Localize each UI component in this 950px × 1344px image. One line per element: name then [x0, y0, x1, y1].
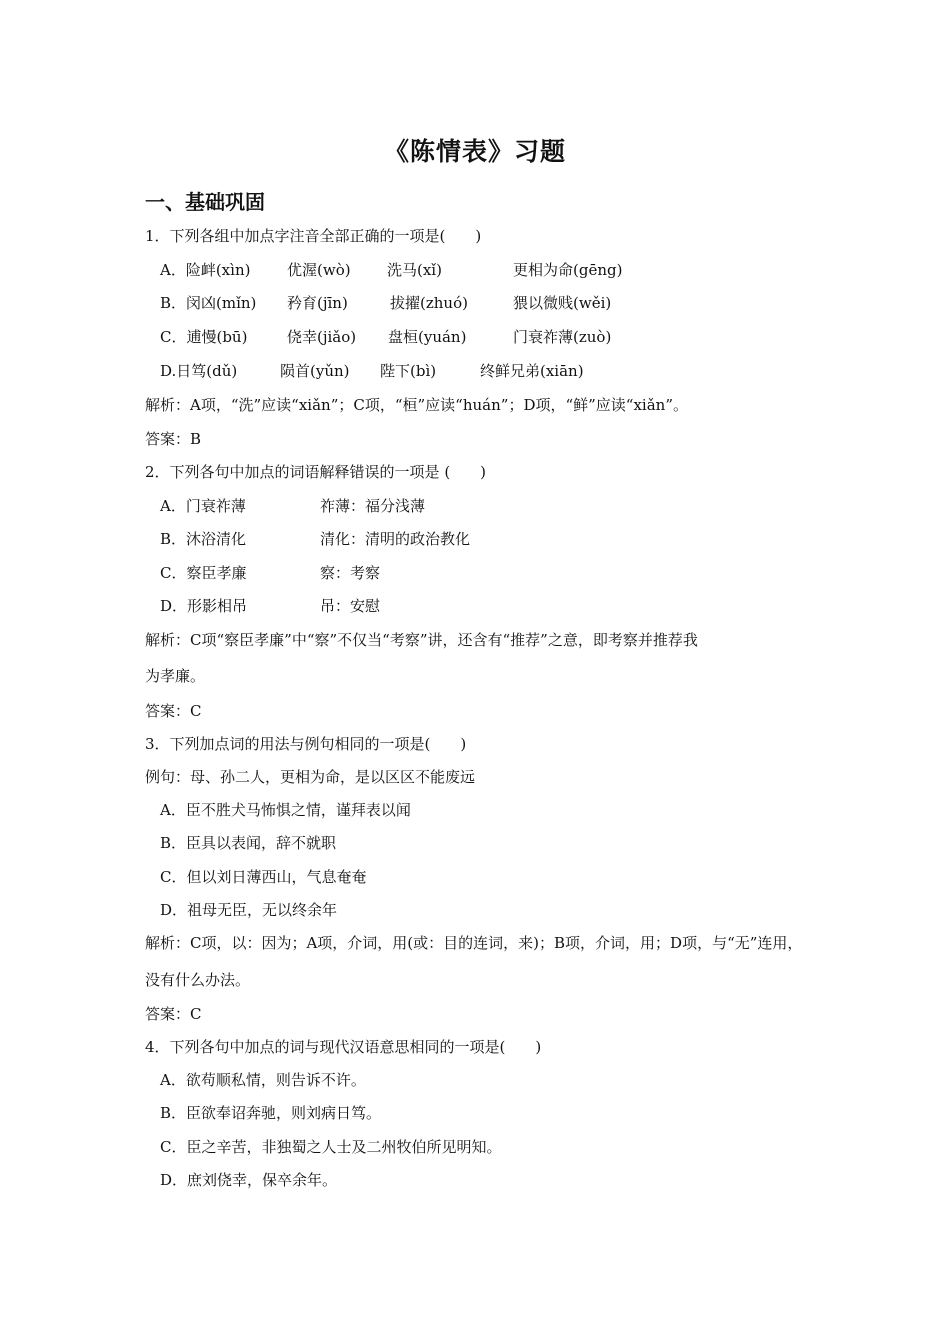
- q1-d-2: 陨首(yǔn): [280, 362, 350, 380]
- q1-a-2: 优渥(wò): [287, 261, 351, 279]
- q1-d-3: 陛下(bì): [380, 362, 437, 380]
- q1-b-2: 矜育(jīn): [287, 294, 348, 312]
- q2-b-term: B．沐浴清化: [160, 530, 247, 548]
- q2-analysis-line1: 解析：C项“察臣孝廉”中“察”不仅当“考察”讲，还含有“推荐”之意，即考察并推荐我: [145, 631, 698, 649]
- q2-d-gloss: 吊：安慰: [320, 597, 381, 615]
- q1-a-3: 洗马(xǐ): [387, 261, 442, 279]
- q3-option-b: B．臣具以表闻，辞不就职: [160, 834, 337, 852]
- q1-d-4: 终鲜兄弟(xiān): [480, 362, 584, 380]
- q1-b-3: 拔擢(zhuó): [390, 294, 468, 312]
- q2-a-gloss: 祚薄：福分浅薄: [320, 497, 426, 515]
- q2-analysis-line2: 为孝廉。: [145, 667, 206, 685]
- section-title: 一、基础巩固: [145, 190, 265, 214]
- q2-a-term: A．门衰祚薄: [160, 497, 246, 515]
- q1-answer: 答案：B: [145, 430, 202, 448]
- page-title: 《陈情表》习题: [383, 137, 566, 166]
- q1-c-2: 侥幸(jiǎo): [287, 328, 357, 346]
- q4-option-c: C．臣之辛苦，非独蜀之人士及二州牧伯所见明知。: [160, 1138, 502, 1156]
- q1-a-1: A．险衅(xìn): [160, 261, 251, 279]
- q3-analysis-line2: 没有什么办法。: [145, 971, 251, 989]
- q1-b-1: B．闵凶(mǐn): [160, 294, 257, 312]
- q4-option-d: D．庶刘侥幸，保卒余年。: [160, 1171, 338, 1189]
- q1-analysis: 解析：A项，“洗”应读“xiǎn”；C项，“桓”应读“huán”；D项，“鲜”应读“xiǎn”。: [145, 396, 689, 414]
- q3-option-a: A．臣不胜犬马怖惧之情，谨拜表以闻: [160, 801, 411, 819]
- q2-c-term: C．察臣孝廉: [160, 564, 247, 582]
- q4-option-b: B．臣欲奉诏奔驰，则刘病日笃。: [160, 1104, 382, 1122]
- q2-c-gloss: 察：考察: [320, 564, 381, 582]
- q1-b-4: 猥以微贱(wěi): [513, 294, 612, 312]
- q2-stem: 2．下列各句中加点的词语解释错误的一项是 ( ): [145, 463, 487, 481]
- q3-answer: 答案：C: [145, 1005, 202, 1023]
- q2-d-term: D．形影相吊: [160, 597, 248, 615]
- q3-option-d: D．祖母无臣，无以终余年: [160, 901, 338, 919]
- q1-c-4: 门衰祚薄(zuò): [513, 328, 612, 346]
- q1-stem: 1．下列各组中加点字注音全部正确的一项是( ): [145, 227, 482, 245]
- q3-stem: 3．下列加点词的用法与例句相同的一项是( ): [145, 735, 467, 753]
- q1-d-1: D.日笃(dǔ): [160, 362, 238, 380]
- q1-a-4: 更相为命(gēng): [513, 261, 623, 279]
- q2-answer: 答案：C: [145, 702, 202, 720]
- q4-option-a: A．欲苟顺私情，则告诉不许。: [160, 1071, 366, 1089]
- q1-c-3: 盘桓(yuán): [388, 328, 467, 346]
- q3-analysis-line1: 解析：C项，以：因为；A项，介词，用(或：目的连词，来)；B项，介词，用；D项，与“无”连用，: [145, 934, 803, 952]
- q3-example: 例句：母、孙二人，更相为命，是以区区不能废远: [145, 768, 476, 786]
- q2-b-gloss: 清化：清明的政治教化: [320, 530, 471, 548]
- q1-c-1: C．逋慢(bū): [160, 328, 248, 346]
- q3-option-c: C．但以刘日薄西山，气息奄奄: [160, 868, 367, 886]
- q4-stem: 4．下列各句中加点的词与现代汉语意思相同的一项是( ): [145, 1038, 542, 1056]
